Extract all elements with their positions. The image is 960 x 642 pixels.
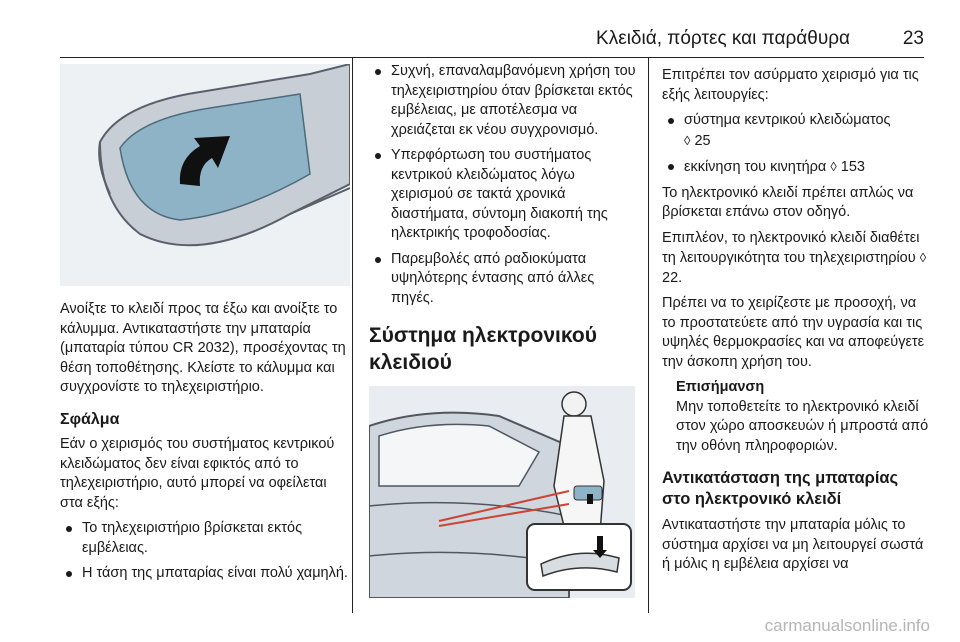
page-header [0, 0, 960, 58]
fault-paragraph: Εάν ο χειρισμός του συστήματος κεντρικού κλειδώματος δεν είναι εφικτός από το τηλεχειριστήριο, αυτό μπορεί να οφείλεται στα εξής: [60, 436, 335, 511]
list-item: Συχνή, επαναλαμβανόμενη χρήση του τηλεχειριστηρίου όταν βρίσκεται εκτός εμβέλειας, με αποτέλεσμα να χρειάζεται εκ νέου συγχρονισμό. [369, 62, 637, 140]
notice-box [662, 378, 930, 456]
paragraph: Επιπλέον, το ηλεκτρονικό κλειδί διαθέτει τη λειτουργικότητα του τηλεχειριστηρίου ◊ 22. [662, 229, 927, 286]
bullet-icon [66, 526, 72, 532]
column-divider-1 [352, 58, 353, 613]
fault-heading: Σφάλμα [60, 410, 120, 428]
function-list [662, 111, 930, 178]
column-3 [662, 58, 930, 581]
bullet-icon [375, 153, 381, 159]
list-item: Υπερφόρτωση του συστήματος κεντρικού κλειδώματος λόγω χειρισμού σε τακτά χρονικά διαστήματα, σύντομη διακοπή της ηλεκτρικής τροφοδοσίας. [369, 146, 637, 244]
notice-text: Μην τοποθετείτε το ηλεκτρονικό κλειδί στον χώρο αποσκευών ή μπροστά από την οθόνη πληροφοριών. [676, 398, 929, 454]
column-2 [369, 58, 637, 598]
running-title: Κλειδιά, πόρτες και παράθυρα [596, 28, 850, 49]
battery-heading: Αντικατάσταση της μπαταρίας στο ηλεκτρονικό κλειδί [662, 469, 899, 508]
bullet-icon [668, 164, 674, 170]
paragraph: Αντικαταστήστε την μπαταρία μόλις το σύστημα αρχίσει να μη λειτουργεί σωστά ή μόλις η εμβέλεια αρχίσει να [662, 517, 924, 572]
fault-list [60, 519, 350, 584]
list-item: σύστημα κεντρικού κλειδώματος ◊ 25 [662, 111, 930, 151]
page-ref-icon: ◊ [830, 159, 837, 174]
list-item: εκκίνηση του κινητήρα ◊ 153 [662, 157, 930, 178]
car-door-figure [369, 386, 635, 598]
bullet-icon [66, 571, 72, 577]
cause-list [369, 62, 637, 308]
intro-paragraph: Επιτρέπει τον ασύρματο χειρισμό για τις εξής λειτουργίες: [662, 67, 919, 103]
key-battery-illustration [60, 64, 350, 286]
page-ref-icon: ◊ [919, 250, 927, 265]
page-ref[interactable]: 153 [840, 159, 865, 175]
watermark: carmanualsonline.info [764, 616, 930, 635]
column-1 [60, 58, 350, 590]
bullet-icon [668, 118, 674, 124]
bullet-icon [375, 257, 381, 263]
list-item: Παρεμβολές από ραδιοκύματα υψηλότερης έντασης από άλλες πηγές. [369, 250, 637, 309]
bullet-icon [375, 69, 381, 75]
paragraph: Πρέπει να το χειρίζεστε με προσοχή, να το προστατεύετε από την υγρασία και τις υψηλές θερμοκρασίες και να αποφεύγετε την άσκοπη χρήση του. [662, 295, 925, 370]
page-ref[interactable]: 22. [662, 269, 683, 286]
intro-paragraph: Ανοίξτε το κλειδί προς τα έξω και ανοίξτε το κάλυμμα. Αντικαταστήστε την μπαταρία (μπαταρία τύπου CR 2032), προσέχοντας τη θέση τοποθέτησης. Κλείστε το κάλυμμα και συγχρονίστε το τηλεχειριστήριο. [60, 301, 346, 395]
page-ref-icon: ◊ [684, 132, 691, 148]
column-divider-2 [648, 58, 649, 613]
list-item: Η τάση της μπαταρίας είναι πολύ χαμηλή. [60, 564, 350, 584]
section-heading: Σύστημα ηλεκτρονικού κλειδιού [369, 324, 597, 374]
page-ref[interactable]: 25 [694, 132, 711, 149]
paragraph: Το ηλεκτρονικό κλειδί πρέπει απλώς να βρίσκεται επάνω στον οδηγό. [662, 184, 914, 220]
electronic-key-illustration [369, 386, 635, 598]
key-fob-figure [60, 64, 350, 286]
notice-title: Επισήμανση [676, 379, 765, 395]
list-item: Το τηλεχειριστήριο βρίσκεται εκτός εμβέλειας. [60, 519, 350, 558]
page-number: 23 [902, 28, 924, 49]
